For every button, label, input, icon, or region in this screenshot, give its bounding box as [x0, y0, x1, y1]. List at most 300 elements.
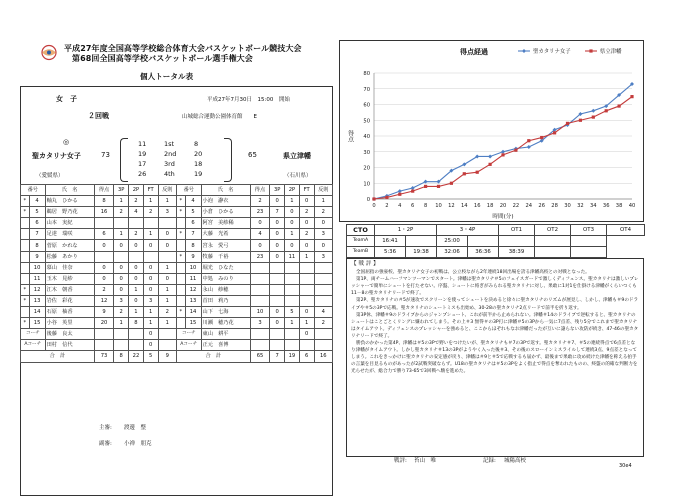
home-player-2p: 0	[129, 240, 144, 251]
table-row	[21, 229, 333, 240]
y-tick-label: 20	[363, 165, 370, 172]
event-title-line2: 第68回全国高等学校バスケットボール選手権大会	[72, 54, 253, 63]
x-tick-label: 40	[628, 203, 636, 209]
x-tick-label: 16	[473, 203, 481, 209]
home-player-2p: 0	[129, 262, 144, 273]
away-player-ft: 0	[299, 196, 314, 207]
away-player-fouls: 1	[314, 196, 332, 207]
page-subtitle: 個人トータル表	[140, 72, 194, 81]
comment-writer-label: 戦評:	[394, 458, 407, 464]
away-player-points: 23	[250, 251, 270, 262]
away-player-fouls	[314, 262, 332, 273]
away-player-number: 5	[185, 207, 201, 218]
home-player-number: 11	[29, 273, 45, 284]
cto-time-cell: 16:41	[375, 236, 406, 247]
event-logo-icon	[38, 44, 60, 61]
data-point-away	[424, 185, 427, 188]
score-progress-chart	[340, 41, 643, 221]
home-player-name: 後藤 良太	[45, 329, 94, 340]
q4-home: 26	[138, 170, 147, 178]
home-player-name: 慕山 佳奈	[45, 262, 94, 273]
q3-label: 3rd	[164, 160, 175, 168]
data-point-home	[501, 150, 505, 154]
header-name: 氏 名	[45, 185, 94, 196]
home-player-points: 0	[94, 273, 114, 284]
home-player-number: 12	[29, 284, 45, 295]
home-player-points	[94, 340, 114, 351]
table-row	[21, 273, 333, 284]
legend-marker	[589, 49, 592, 52]
away-starter-flag: *	[176, 196, 185, 207]
series-line-home	[374, 84, 632, 199]
away-team-name: 県立津幡	[283, 152, 311, 160]
home-player-name: 菅原 かれな	[45, 240, 94, 251]
quarter-bracket-right	[224, 138, 232, 182]
data-point-away	[630, 95, 633, 98]
away-player-ft: 0	[299, 329, 314, 340]
home-player-ft: 1	[143, 318, 158, 329]
home-player-fouls	[158, 329, 176, 340]
x-tick-label: 30	[564, 203, 571, 209]
table-row	[21, 307, 333, 318]
x-tick-label: 34	[589, 203, 597, 209]
away-player-3p: 0	[270, 218, 285, 229]
away-player-points: 0	[250, 218, 270, 229]
q1-home: 11	[138, 140, 147, 148]
home-player-3p	[114, 329, 129, 340]
home-player-name: 松藤 あかり	[45, 251, 94, 262]
home-team-pref: （愛媛県）	[36, 173, 64, 179]
home-player-2p: 0	[129, 273, 144, 284]
table-row	[21, 196, 333, 207]
data-point-away	[437, 185, 440, 188]
away-player-name: 中処 みのり	[201, 273, 250, 284]
legend-marker	[522, 49, 526, 53]
header-3p: 3P	[270, 185, 285, 196]
away-player-points: 0	[250, 240, 270, 251]
data-point-away	[566, 122, 569, 125]
home-total-label: 合 計	[21, 351, 95, 362]
cto-header-row	[347, 225, 645, 236]
data-point-away	[592, 116, 595, 119]
home-player-name: 小谷 英里	[45, 318, 94, 329]
away-player-number: 11	[185, 273, 201, 284]
home-starter-flag	[21, 240, 30, 251]
referee-label: 主審:	[99, 425, 112, 431]
home-player-ft: 0	[143, 340, 158, 351]
home-total-fouls: 9	[158, 351, 176, 362]
away-player-ft: 2	[299, 207, 314, 218]
header-number: 番号	[176, 185, 201, 196]
away-player-name: 首田 莉乃	[201, 295, 250, 306]
data-point-away	[501, 153, 504, 156]
header-ft: FT	[143, 185, 158, 196]
home-starter-flag: *	[21, 196, 30, 207]
home-player-name: 足達 瑞咲	[45, 229, 94, 240]
home-player-points: 0	[94, 262, 114, 273]
home-player-2p	[129, 251, 144, 262]
home-player-3p: 1	[114, 196, 129, 207]
away-starter-flag	[176, 218, 185, 229]
comment-paragraph: 第1P、両チームハーフマンツーマンでスタート。津幡は聖カタリナ＃5のフェイスガードで激しくディフェンス。聖カタリナは激しいプレッシャーで簡単にシュートを打たせない。序盤、シュートに絡ぎがみられる聖カタリナに対し、果敢に1対1を仕掛ける津幡がくらいつくも11－8の聖カタリナリードで終了。	[351, 277, 639, 297]
comment-label: 【 戦 評 】	[351, 261, 379, 267]
away-player-ft: 0	[299, 307, 314, 318]
home-player-points: 12	[94, 295, 114, 306]
cto-time-cell: 5:36	[375, 247, 406, 258]
home-starter-flag	[21, 273, 30, 284]
away-team-pref: （石川県）	[284, 173, 312, 179]
home-player-fouls	[158, 340, 176, 351]
away-player-number: 14	[185, 307, 201, 318]
home-player-points: 8	[94, 196, 114, 207]
away-player-fouls	[314, 273, 332, 284]
away-player-ft: 2	[299, 229, 314, 240]
q2-label: 2nd	[164, 150, 177, 158]
home-player-number: コーチ	[21, 329, 46, 340]
home-player-2p: 1	[129, 307, 144, 318]
game-comment-box	[346, 258, 644, 457]
away-player-fouls	[314, 329, 332, 340]
away-player-ft: 1	[299, 318, 314, 329]
cto-header-cell: OT3	[571, 225, 607, 236]
home-player-name: 田村 信代	[45, 340, 94, 351]
away-player-name: 山下 七海	[201, 307, 250, 318]
x-tick-label: 0	[372, 203, 376, 209]
home-player-number: 8	[29, 240, 45, 251]
home-player-number: 7	[29, 229, 45, 240]
home-player-points	[94, 251, 114, 262]
away-player-points: 3	[250, 318, 270, 329]
away-player-3p	[270, 340, 285, 351]
home-player-ft: 0	[143, 284, 158, 295]
data-point-home	[591, 109, 595, 113]
home-player-fouls	[158, 218, 176, 229]
data-point-home	[488, 154, 492, 158]
away-total-points: 65	[250, 351, 270, 362]
away-player-name: 小倉 ひかる	[201, 207, 250, 218]
q3-away: 18	[194, 160, 203, 168]
home-starter-flag: *	[21, 207, 30, 218]
header-points: 得点	[250, 185, 270, 196]
cto-header-cell: OT1	[499, 225, 535, 236]
away-total-fouls: 16	[314, 351, 332, 362]
home-player-ft	[143, 251, 158, 262]
cto-row	[347, 247, 645, 258]
event-title-line1: 平成27年度全国高等学校総合体育大会バスケットボール競技大会	[64, 44, 302, 53]
home-player-points: 0	[94, 240, 114, 251]
x-tick-label: 36	[602, 203, 610, 209]
home-player-number: Aコーチ	[21, 340, 46, 351]
q4-away: 19	[194, 170, 203, 178]
header-ft: FT	[299, 185, 314, 196]
page-number: 30e4	[619, 463, 632, 469]
home-player-fouls: 1	[158, 295, 176, 306]
away-player-ft: 0	[299, 218, 314, 229]
winner-mark-icon: ◎	[63, 138, 70, 146]
home-player-fouls: 2	[158, 307, 176, 318]
data-point-away	[463, 172, 466, 175]
home-player-name: 岩佐 彩花	[45, 295, 94, 306]
home-player-2p: 1	[129, 284, 144, 295]
away-starter-flag	[176, 284, 185, 295]
away-player-name: 川瀬 穂乃花	[201, 318, 250, 329]
away-starter-flag: *	[176, 207, 185, 218]
home-player-points	[94, 329, 114, 340]
away-total-label: 合 計	[176, 351, 250, 362]
away-total-2p: 19	[285, 351, 300, 362]
table-row	[21, 240, 333, 251]
home-player-name: 江木 朝香	[45, 284, 94, 295]
away-starter-flag	[176, 262, 185, 273]
home-player-fouls: 0	[158, 229, 176, 240]
cto-time-cell: 36:36	[468, 247, 499, 258]
away-player-name: 小泡 瀞衣	[201, 196, 250, 207]
cto-header-cell: OT2	[535, 225, 571, 236]
x-tick-label: 20	[499, 203, 507, 209]
away-player-2p: 1	[285, 196, 300, 207]
round-label: ２回戦	[88, 112, 109, 120]
home-player-3p: 2	[114, 307, 129, 318]
away-player-name: 永山 紗穂	[201, 284, 250, 295]
home-starter-flag: *	[21, 318, 30, 329]
home-player-name: 玉木 見紗	[45, 273, 94, 284]
data-point-away	[398, 193, 401, 196]
away-starter-flag: *	[176, 307, 185, 318]
cto-time-table	[346, 224, 645, 258]
cto-time-cell	[406, 236, 437, 247]
data-point-away	[372, 197, 375, 200]
away-player-3p: 0	[270, 240, 285, 251]
cto-team-label: TeamB	[347, 247, 375, 258]
home-total-ft: 5	[143, 351, 158, 362]
home-player-points: 9	[94, 307, 114, 318]
home-player-name: 鵜居 野乃花	[45, 207, 94, 218]
x-tick-label: 38	[615, 203, 623, 209]
home-player-number: 5	[29, 207, 45, 218]
home-starter-flag	[21, 307, 30, 318]
home-player-2p	[129, 329, 144, 340]
away-player-3p	[270, 284, 285, 295]
away-player-3p: 0	[270, 251, 285, 262]
quarter-bracket-left	[120, 138, 128, 182]
away-player-number: 10	[185, 262, 201, 273]
recorder-label: 記録:	[483, 458, 496, 464]
comment-paragraph: 第3P休、津幡＃9のドライブからのジャンプシュート、これが前半から止められない。津幡＃14のドライブで逆転すると、聖カタリナのシュートはことごとくリングに嫌われてしまう。その上＃3 無得＃の3P打に津幡＃5の3Pから一気に7点差、残り5分でこれまで聖カタリナはタイムアウト。ディフェンスのプレッシャーを強めると、ここからほぞれもなお津幡だったが互いに譲らない攻防が続き、47-46の聖カタリナリードで終了。	[351, 312, 639, 339]
data-point-away	[527, 139, 530, 142]
y-tick-label: 10	[363, 181, 370, 188]
away-player-name: 阿宮 美紗稀	[201, 218, 250, 229]
away-player-fouls	[314, 284, 332, 295]
cto-header-cell: CTO	[347, 225, 375, 236]
header-2p: 2P	[285, 185, 300, 196]
table-row	[21, 284, 333, 295]
away-player-2p	[285, 329, 300, 340]
home-player-fouls	[158, 251, 176, 262]
home-player-2p	[129, 340, 144, 351]
away-team-score: 65	[248, 151, 257, 159]
away-player-number: 6	[185, 218, 201, 229]
away-player-fouls	[314, 295, 332, 306]
data-point-away	[411, 190, 414, 193]
away-player-fouls: 2	[314, 207, 332, 218]
home-player-ft: 1	[143, 307, 158, 318]
table-row	[21, 340, 333, 351]
header-2p: 2P	[129, 185, 144, 196]
home-player-ft: 1	[143, 229, 158, 240]
away-player-2p	[285, 262, 300, 273]
away-player-2p	[285, 340, 300, 351]
away-starter-flag: *	[176, 251, 185, 262]
table-row	[21, 318, 333, 329]
home-player-number: 13	[29, 295, 45, 306]
away-starter-flag	[176, 240, 185, 251]
away-player-points	[250, 273, 270, 284]
referee-name: 渡邊 整	[124, 425, 147, 431]
away-player-ft	[299, 273, 314, 284]
away-player-3p: 0	[270, 196, 285, 207]
header-points: 得点	[94, 185, 114, 196]
away-player-ft	[299, 284, 314, 295]
home-player-ft: 0	[143, 329, 158, 340]
cto-header-cell: OT4	[607, 225, 645, 236]
away-player-3p	[270, 262, 285, 273]
table-row	[21, 207, 333, 218]
venue-label: 山城総合運動公園体育館 E	[182, 114, 257, 120]
data-point-away	[476, 171, 479, 174]
away-player-fouls: 3	[314, 251, 332, 262]
data-point-home	[398, 189, 402, 193]
table-row	[21, 295, 333, 306]
away-player-ft	[299, 295, 314, 306]
cto-header-cell: 1・2P	[375, 225, 437, 236]
data-point-home	[411, 186, 415, 190]
home-player-ft: 2	[143, 207, 158, 218]
away-player-number: 12	[185, 284, 201, 295]
legend-entry: 県立津幡	[600, 49, 622, 55]
away-player-2p: 1	[285, 318, 300, 329]
y-tick-label: 40	[363, 134, 370, 140]
table-header-row	[21, 185, 333, 196]
home-player-fouls: 1	[158, 196, 176, 207]
away-player-number: 8	[185, 240, 201, 251]
y-tick-label: 50	[363, 118, 370, 125]
data-point-away	[579, 119, 582, 122]
y-tick-label: 80	[363, 71, 370, 77]
x-tick-label: 22	[512, 203, 520, 209]
away-player-2p: 0	[285, 218, 300, 229]
home-player-3p	[114, 251, 129, 262]
home-player-points: 20	[94, 318, 114, 329]
away-total-ft: 6	[299, 351, 314, 362]
away-player-name: 牧藤 千裕	[201, 251, 250, 262]
away-player-name: 堀光 ひなた	[201, 262, 250, 273]
home-starter-flag	[21, 218, 30, 229]
home-player-points: 6	[94, 229, 114, 240]
home-player-fouls: 0	[158, 240, 176, 251]
header-fouls: 反則	[158, 185, 176, 196]
data-point-away	[540, 136, 543, 139]
away-player-2p	[285, 273, 300, 284]
home-starter-flag	[21, 251, 30, 262]
home-team-score: 73	[101, 151, 110, 159]
cto-header-cell: 3・4P	[437, 225, 499, 236]
home-player-fouls: 1	[158, 262, 176, 273]
away-player-3p	[270, 295, 285, 306]
home-player-3p	[114, 340, 129, 351]
away-player-points	[250, 284, 270, 295]
home-player-3p: 0	[114, 273, 129, 284]
home-starter-flag	[21, 262, 30, 273]
away-player-3p: 0	[270, 318, 285, 329]
away-player-fouls: 2	[314, 318, 332, 329]
table-row	[21, 218, 333, 229]
away-player-number: Aコーチ	[176, 340, 201, 351]
away-player-fouls	[314, 340, 332, 351]
home-player-fouls: 0	[158, 273, 176, 284]
away-player-name: 宮永 愛弓	[201, 240, 250, 251]
cto-time-cell: 19:38	[406, 247, 437, 258]
away-player-2p	[285, 295, 300, 306]
away-player-number: 7	[185, 229, 201, 240]
away-player-3p: 0	[270, 307, 285, 318]
data-point-away	[489, 163, 492, 166]
data-point-away	[514, 149, 517, 152]
cto-time-cell	[571, 236, 607, 247]
away-starter-flag	[176, 318, 185, 329]
data-point-away	[385, 196, 388, 199]
away-player-3p: 0	[270, 229, 285, 240]
away-player-number: 4	[185, 196, 201, 207]
away-player-fouls: 4	[314, 307, 332, 318]
x-tick-label: 4	[398, 203, 402, 209]
home-player-ft: 0	[143, 273, 158, 284]
away-player-number: 9	[185, 251, 201, 262]
away-player-ft: 0	[299, 240, 314, 251]
away-player-2p	[285, 284, 300, 295]
q1-away: 8	[194, 140, 199, 148]
cto-time-cell	[535, 247, 571, 258]
away-player-points	[250, 295, 270, 306]
y-axis-label: 得点	[346, 130, 354, 142]
comment-paragraph: 第2P、聖カタリナの＃5が速攻でスクリーンを使ってシュートを決めると徐々に聖カタリナのリズムが展見し、しかし、津幡も＃9のドライブや＃5の3Pで応戦。聖カタリナのシュートミスも出始め、30-28の聖カタリナ2点リードで前半を折り返す。	[351, 298, 639, 311]
home-total-3p: 8	[114, 351, 129, 362]
x-tick-label: 26	[538, 203, 546, 209]
player-stats-table	[20, 184, 333, 363]
home-starter-flag: *	[21, 295, 30, 306]
away-starter-flag: *	[176, 229, 185, 240]
away-player-points: 2	[250, 196, 270, 207]
cto-time-cell	[535, 236, 571, 247]
away-player-fouls: 3	[314, 229, 332, 240]
away-starter-flag	[176, 295, 185, 306]
away-player-points: 10	[250, 307, 270, 318]
y-tick-label: 30	[363, 149, 370, 156]
away-player-number: 15	[185, 318, 201, 329]
home-player-fouls: 1	[158, 318, 176, 329]
x-tick-label: 24	[525, 203, 533, 209]
y-tick-label: 0	[366, 197, 370, 203]
away-player-fouls: 0	[314, 218, 332, 229]
category-label: 女 子	[56, 95, 77, 103]
table-row	[21, 262, 333, 273]
away-player-points	[250, 262, 270, 273]
header-fouls: 反則	[314, 185, 332, 196]
home-starter-flag	[21, 229, 30, 240]
away-player-points	[250, 340, 270, 351]
home-player-number: 9	[29, 251, 45, 262]
recorder-name: 城陽高校	[504, 458, 527, 464]
legend-entry: 聖カタリナ女子	[533, 49, 571, 55]
